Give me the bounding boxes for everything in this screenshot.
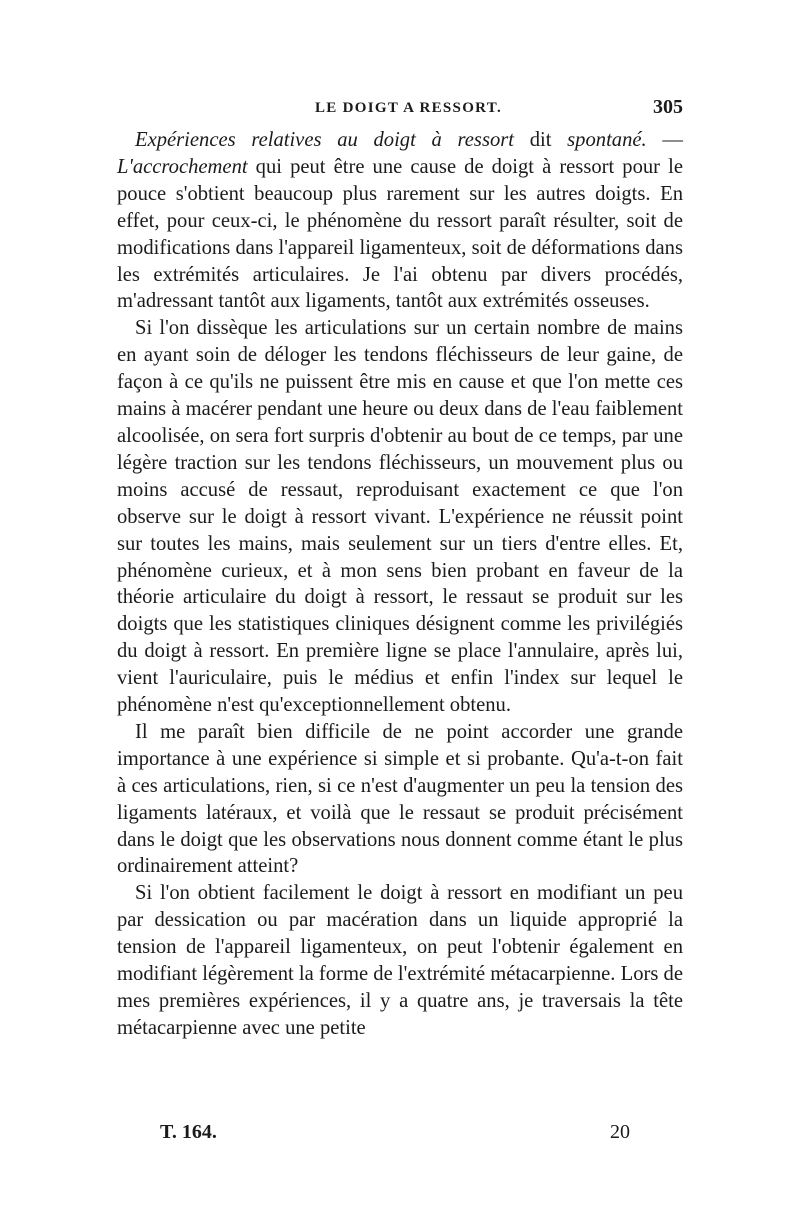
paragraph-1-text: qui peut être une cause de doigt à ressort pour le pouce s'obtient beaucoup plus rarement sur les autres doigts. En effet, pour ceux-ci, le phénomène du ressort paraît résulter, soit de modifications dans l'appareil ligamenteux, soit de déformations dans les extrémités articulaires. Je l'ai obtenu par divers procédés, m'adressant tantôt aux ligaments, tantôt aux extrémités osseuses. [117, 155, 683, 313]
section-heading-connector: dit [514, 129, 568, 151]
section-heading: Expériences relatives au doigt à ressort [135, 129, 514, 151]
heading-dash: — [646, 129, 683, 151]
sheet-number: 20 [610, 1121, 630, 1143]
paragraph-4: Si l'on obtient facilement le doigt à ressort en modifiant un peu par dessication ou par macération dans un liquide approprié la tension de l'appareil ligamenteux, on peut l'obtenir également en modifiant légèrement la forme de l'extrémité métacarpienne. Lors de mes premières expériences, il y a quatre ans, je traversais la tête métacarpienne avec une petite [117, 882, 683, 1039]
paragraph-1 [117, 127, 683, 315]
body-text [117, 127, 683, 1042]
page-header [117, 96, 685, 122]
lead-term: L'accrochement [117, 155, 248, 178]
paragraph-2: Si l'on dissèque les articulations sur un certain nombre de mains en ayant soin de déloger les tendons fléchisseurs de leur gaine, de façon à ce qu'ils ne puissent être mis en cause et que l'on mette ces mains à macérer pendant une heure ou deux dans de l'eau faiblement alcoolisée, on sera fort surpris d'obtenir au bout de ce temps, par une légère traction sur les tendons fléchisseurs, un mouvement plus ou moins accusé de ressaut, reproduisant exactement ce que l'on observe sur le doigt à ressort vivant. L'expérience ne réussit point sur toutes les mains, mais seulement sur un tiers d'entre elles. Et, phénomène curieux, et à mon sens bien probant en faveur de la théorie articulaire du doigt à ressort, le ressaut se produit sur les doigts que les statistiques cliniques désignent comme les privilégiés du doigt à ressort. En première ligne se place l'annulaire, après lui, vient l'auriculaire, puis le médius et enfin l'index sur lequel le phénomène n'est qu'exceptionnellement obtenu. [117, 317, 683, 717]
printer-signature: T. 164. [160, 1121, 217, 1143]
page-number: 305 [653, 96, 683, 118]
paragraph-3: Il me paraît bien difficile de ne point accorder une grande importance à une expérience si simple et si probante. Qu'a-t-on fait à ces articulations, rien, si ce n'est d'augmenter un peu la tension des ligaments latéraux, et voilà que le ressaut se produit précisément dans le doigt que les observations nous donnent comme étant le plus ordinairement atteint? [117, 720, 683, 878]
running-title: LE DOIGT A RESSORT. [315, 100, 503, 116]
page-footer [160, 1121, 630, 1149]
section-heading-tail: spontané. [567, 129, 647, 151]
